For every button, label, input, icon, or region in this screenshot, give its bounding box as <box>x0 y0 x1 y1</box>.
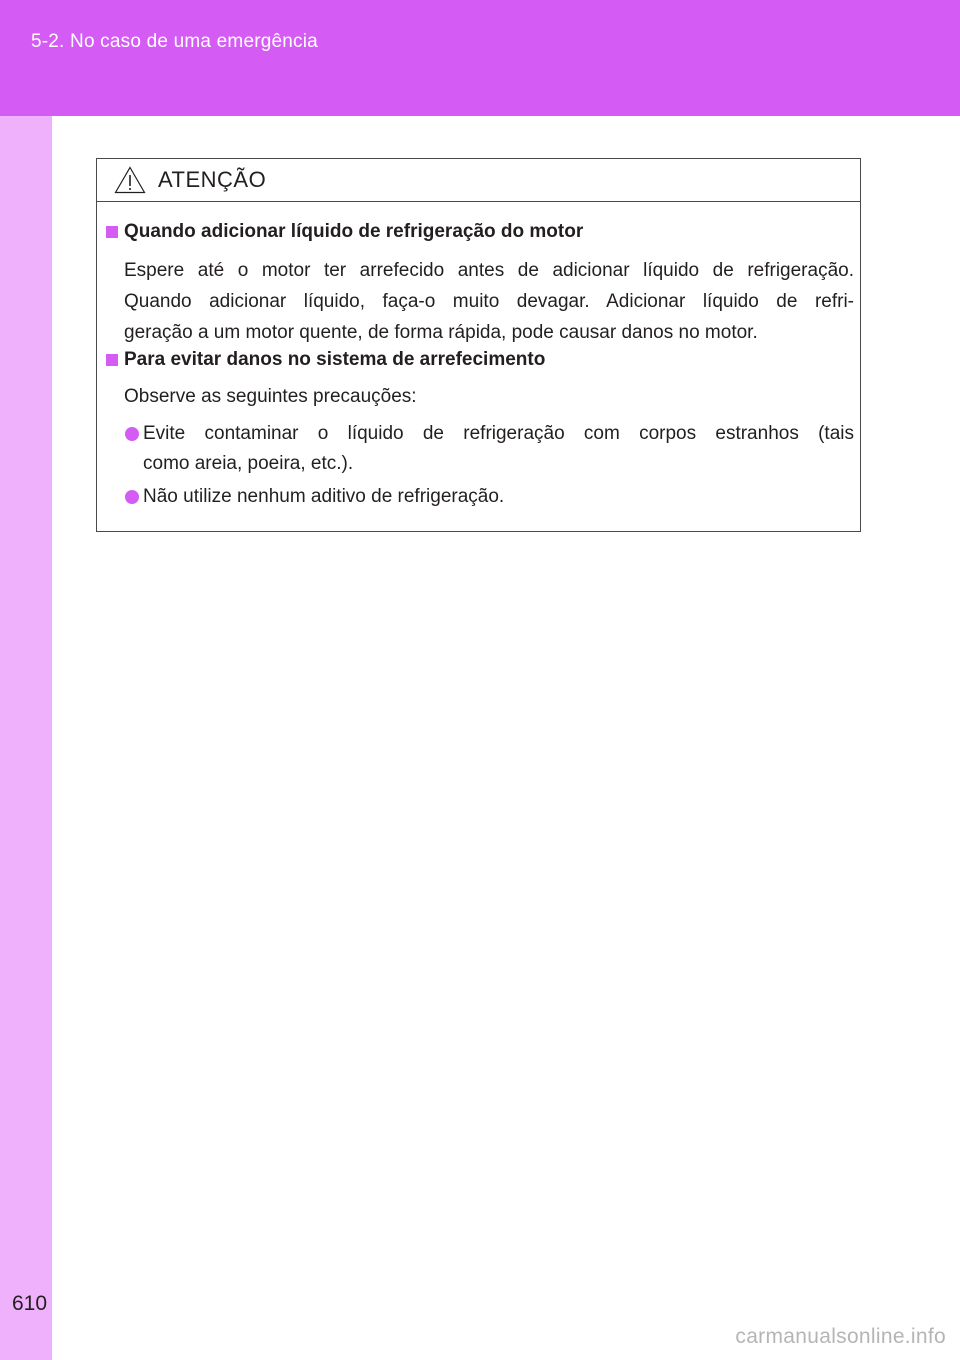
paragraph-line: Espere até o motor ter arrefecido antes de adicionar líquido de refrigeração. <box>124 260 854 281</box>
paragraph-line: geração a um motor quente, de forma rápida, pode causar danos no motor. <box>124 322 758 343</box>
section-title: 5-2. No caso de uma emergência <box>31 31 318 52</box>
section-heading: Quando adicionar líquido de refrigeração do motor <box>124 221 584 242</box>
warning-triangle-icon <box>114 166 146 194</box>
warning-box <box>96 158 861 532</box>
round-bullet-icon <box>125 427 139 441</box>
square-bullet-icon <box>106 226 118 238</box>
page-header-band <box>0 0 960 116</box>
bullet-line: Não utilize nenhum aditivo de refrigeração. <box>143 486 505 507</box>
side-color-strip <box>0 116 52 1360</box>
warning-header <box>97 159 860 202</box>
round-bullet-icon <box>125 490 139 504</box>
paragraph-line: Observe as seguintes precauções: <box>124 386 417 407</box>
bullet-line: como areia, poeira, etc.). <box>143 453 354 474</box>
square-bullet-icon <box>106 354 118 366</box>
warning-title: ATENÇÃO <box>158 167 267 192</box>
section-heading: Para evitar danos no sistema de arrefecimento <box>124 349 546 370</box>
bullet-line: Evite contaminar o líquido de refrigeração com corpos estranhos (tais <box>143 423 854 444</box>
watermark-text: carmanualsonline.info <box>735 1325 946 1348</box>
paragraph-line: Quando adicionar líquido, faça-o muito devagar. Adicionar líquido de refri- <box>124 291 854 312</box>
page-number: 610 <box>12 1292 48 1315</box>
